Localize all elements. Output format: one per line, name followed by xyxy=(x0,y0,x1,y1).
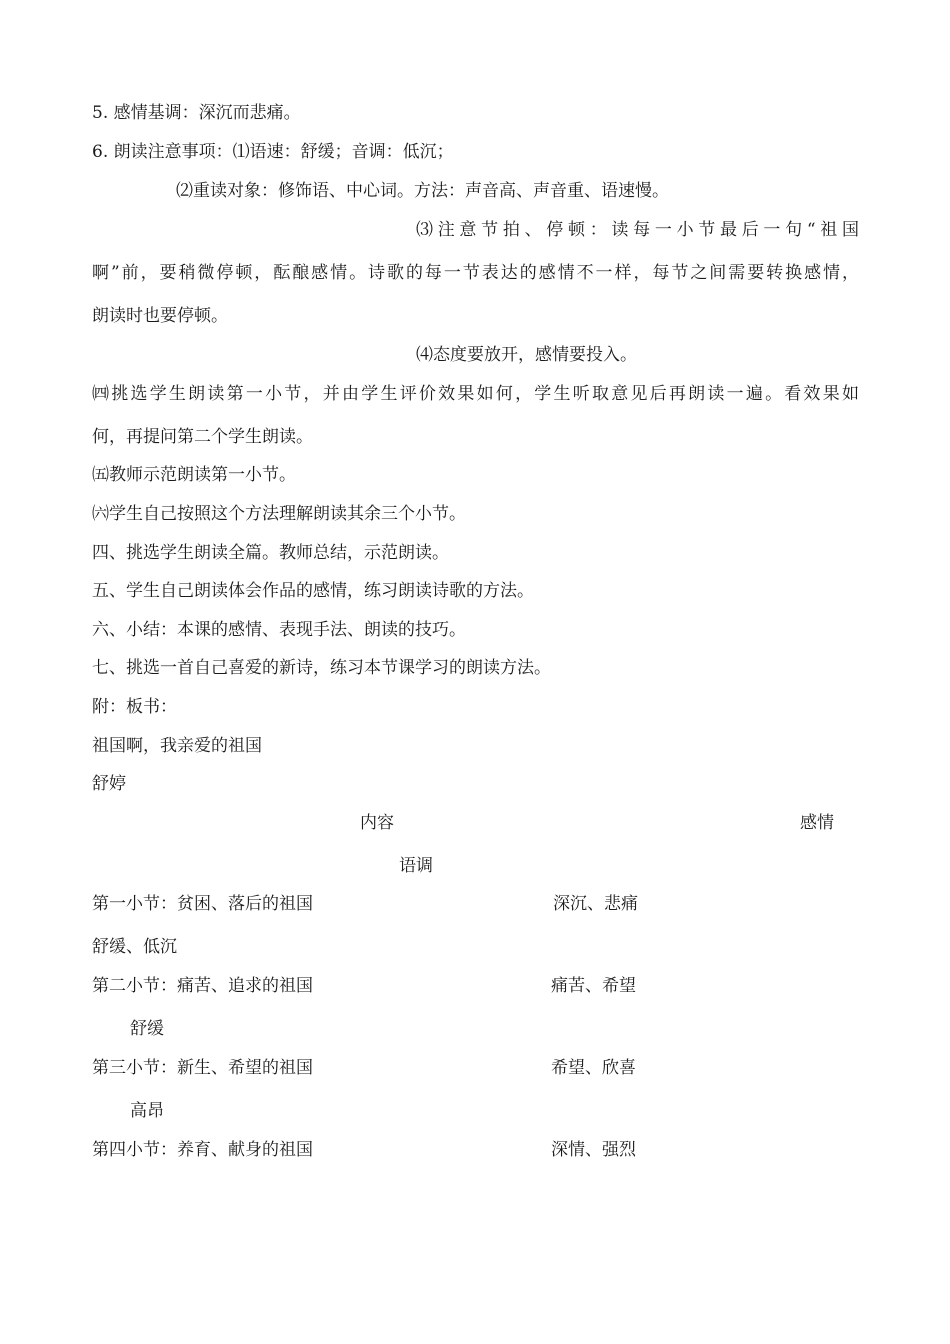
row-2-tone: 舒缓 xyxy=(130,1019,164,1039)
row-4-emotion: 深情、强烈 xyxy=(551,1140,636,1160)
step-four-line: ㈣挑选学生朗读第一小节，并由学生评价效果如何，学生听取意见后再朗读一遍。看效果如 xyxy=(92,384,859,404)
row-2-section: 第二小节：痛苦、追求的祖国 xyxy=(92,976,313,996)
emotion-keynote-line: 5. 感情基调：深沉而悲痛。 xyxy=(92,103,301,123)
poem-title: 祖国啊，我亲爱的祖国 xyxy=(92,736,262,756)
row-2-emotion: 痛苦、希望 xyxy=(551,976,636,996)
row-1-tone: 舒缓、低沉 xyxy=(92,937,177,957)
section-four-line: 四、挑选学生朗读全篇。教师总结，示范朗读。 xyxy=(92,543,449,563)
row-3-section: 第三小节：新生、希望的祖国 xyxy=(92,1058,313,1078)
step-six-line: ㈥学生自己按照这个方法理解朗读其余三个小节。 xyxy=(92,504,466,524)
poem-author: 舒婷 xyxy=(92,774,126,794)
row-3-emotion: 希望、欣喜 xyxy=(551,1058,636,1078)
row-1-emotion: 深沉、悲痛 xyxy=(553,894,638,914)
rhythm-pause-end-line: 朗读时也要停顿。 xyxy=(92,306,228,326)
appendix-board-line: 附：板书： xyxy=(92,697,177,717)
header-content: 内容 xyxy=(360,813,394,833)
section-five-line: 五、学生自己朗读体会作品的感情，练习朗读诗歌的方法。 xyxy=(92,581,534,601)
stress-objects-line: ⑵重读对象：修饰语、中心词。方法：声音高、声音重、语速慢。 xyxy=(176,181,669,201)
header-tone: 语调 xyxy=(399,856,433,876)
step-four-continued-line: 何，再提问第二个学生朗读。 xyxy=(92,427,313,447)
row-4-section: 第四小节：养育、献身的祖国 xyxy=(92,1140,313,1160)
rhythm-pause-continued-line: 啊”前，要稍微停顿，酝酿感情。诗歌的每一节表达的感情不一样，每节之间需要转换感情， xyxy=(92,263,859,283)
header-emotion: 感情 xyxy=(800,813,834,833)
rhythm-pause-line: ⑶注意节拍、停顿：读每一小节最后一句“祖国 xyxy=(416,220,859,240)
row-3-tone: 高昂 xyxy=(130,1101,164,1121)
attitude-line: ⑷态度要放开，感情要投入。 xyxy=(416,345,637,365)
section-seven-line: 七、挑选一首自己喜爱的新诗，练习本节课学习的朗读方法。 xyxy=(92,658,551,678)
row-1-section: 第一小节：贫困、落后的祖国 xyxy=(92,894,313,914)
section-six-line: 六、小结：本课的感情、表现手法、朗读的技巧。 xyxy=(92,620,466,640)
step-five-line: ㈤教师示范朗读第一小节。 xyxy=(92,465,296,485)
reading-notes-line: 6. 朗读注意事项：⑴语速：舒缓；音调：低沉； xyxy=(92,142,454,162)
